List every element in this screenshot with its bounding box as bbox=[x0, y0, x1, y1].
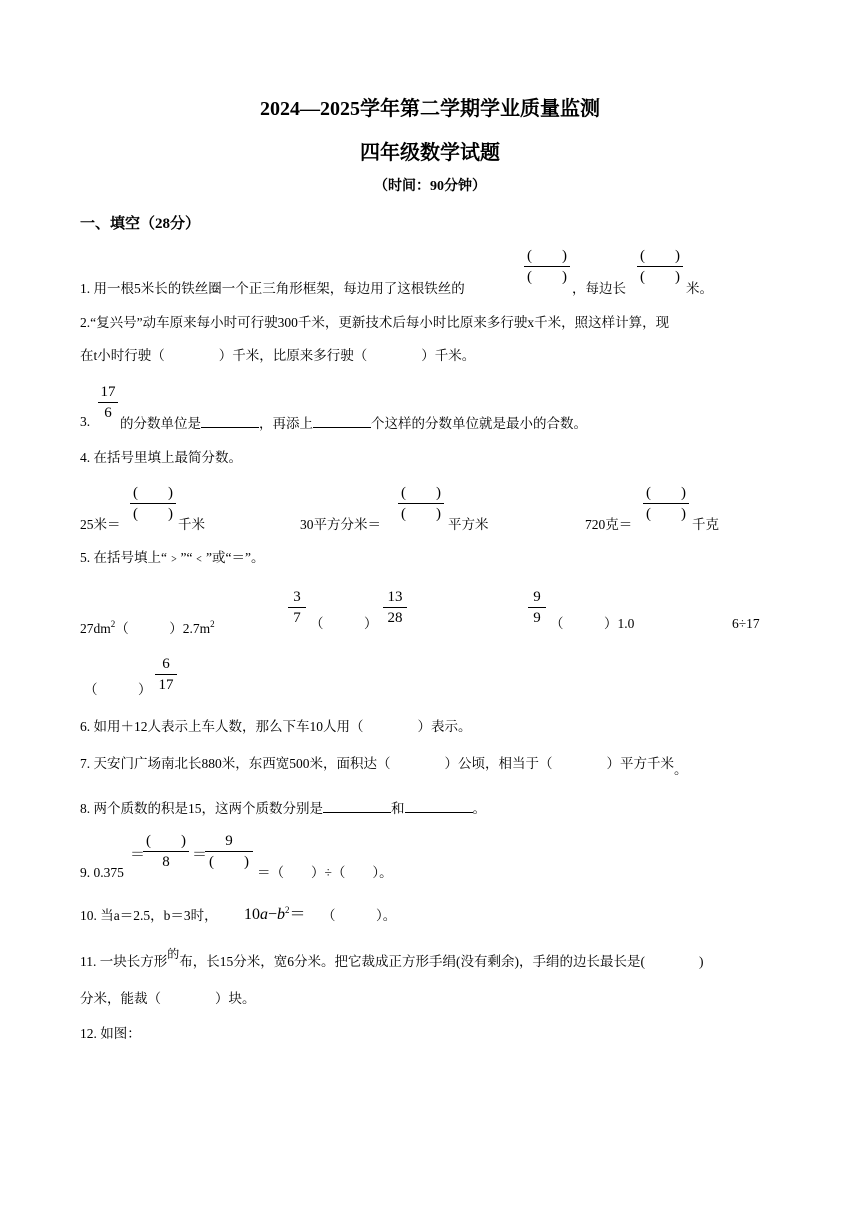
numerator: 13 bbox=[387, 589, 403, 605]
q1-end: 米。 bbox=[686, 281, 713, 296]
section-heading: 一、填空（28分） bbox=[80, 216, 201, 232]
q7-text: 7. 天安门广场南北长880米，东西宽500米，面积达（ ）公顷，相当于（ ）平方千米 bbox=[80, 756, 674, 771]
fraction-blank[interactable] bbox=[398, 484, 444, 523]
fraction-blank[interactable] bbox=[643, 484, 689, 523]
numerator-blank[interactable]: ( ) bbox=[146, 833, 186, 849]
numerator: 9 bbox=[225, 833, 233, 849]
q4-c-unit: 千克 bbox=[692, 517, 719, 532]
question-5: 5. 在括号填上“﹥”“﹤”或“＝”。 bbox=[80, 550, 265, 565]
denominator-blank[interactable]: ( ) bbox=[646, 506, 686, 522]
q1-mid: ，每边长 bbox=[572, 281, 626, 296]
q5-d-left: 6÷17 bbox=[732, 616, 760, 631]
question-2-line1: 2.“复兴号”动车原来每小时可行驶300千米，更新技术后每小时比原来多行驶x千米，照这样计算，现 bbox=[80, 315, 670, 330]
q3-text1: 的分数单位是 bbox=[120, 416, 201, 431]
question-11-line1 bbox=[80, 947, 704, 971]
numerator: 17 bbox=[100, 384, 116, 400]
fraction-blank[interactable] bbox=[524, 247, 570, 286]
question-7 bbox=[80, 755, 688, 777]
answer-blank[interactable] bbox=[201, 413, 259, 428]
q5-a-left: 27dm bbox=[80, 621, 111, 636]
denominator-blank[interactable]: ( ) bbox=[209, 854, 249, 870]
exam-subtitle: 四年级数学试题 bbox=[360, 142, 500, 164]
denominator: 7 bbox=[293, 610, 301, 626]
q9-eq1: ＝ bbox=[130, 847, 146, 863]
fraction-6-17 bbox=[155, 655, 177, 694]
denominator: 6 bbox=[104, 405, 112, 421]
expr-b: b bbox=[277, 906, 286, 923]
q3-prefix: 3. bbox=[80, 414, 91, 429]
numerator-blank[interactable]: ( ) bbox=[527, 248, 567, 264]
numerator: 6 bbox=[162, 656, 170, 672]
exam-title: 2024—2025学年第二学期学业质量监测 bbox=[260, 98, 600, 120]
q8-text1: 8. 两个质数的积是15，这两个质数分别是 bbox=[80, 801, 323, 816]
q10-tail: （ ）。 bbox=[322, 908, 397, 923]
q11-small: 的 bbox=[167, 947, 180, 961]
expr-a: a bbox=[260, 906, 268, 923]
q5-a bbox=[80, 615, 215, 638]
question-1 bbox=[80, 280, 465, 298]
question-3 bbox=[120, 413, 587, 433]
q5-a-sup2: 2 bbox=[210, 619, 215, 629]
question-2-line2: 在t小时行驶（ ）千米，比原来多行驶（ ）千米。 bbox=[80, 348, 476, 363]
numerator-blank[interactable]: ( ) bbox=[401, 485, 441, 501]
numerator: 9 bbox=[533, 589, 541, 605]
fraction-9-over-blank[interactable] bbox=[205, 832, 253, 871]
q9-prefix: 9. 0.375 bbox=[80, 865, 124, 880]
denominator: 28 bbox=[387, 610, 403, 626]
question-10: 10. 当a＝2.5，b＝3时， bbox=[80, 908, 218, 923]
denominator-blank[interactable]: ( ) bbox=[640, 269, 680, 285]
q8-text3: 。 bbox=[472, 801, 486, 816]
numerator-blank[interactable]: ( ) bbox=[640, 248, 680, 264]
q4-a-label: 25米＝ bbox=[80, 517, 121, 532]
q8-text2: 和 bbox=[391, 801, 405, 816]
q9-eq2: ＝ bbox=[192, 847, 208, 863]
expr-eq: ＝ bbox=[289, 906, 306, 923]
q9-tail: ＝（ ）÷（ ）。 bbox=[257, 865, 393, 880]
q5-a-sup: 2 bbox=[110, 619, 116, 629]
q5-c-right[interactable]: （ ）1.0 bbox=[550, 616, 635, 631]
numerator-blank[interactable]: ( ) bbox=[646, 485, 686, 501]
denominator: 17 bbox=[158, 677, 174, 693]
expr-minus: − bbox=[268, 906, 278, 923]
fraction-9-9 bbox=[528, 588, 546, 627]
fraction-13-28 bbox=[383, 588, 407, 627]
question-6: 6. 如用＋12人表示上车人数，那么下车10人用（ ）表示。 bbox=[80, 719, 472, 734]
q3-text2: ，再添上 bbox=[259, 416, 313, 431]
q7-end: 。 bbox=[674, 762, 688, 777]
answer-blank[interactable] bbox=[405, 798, 473, 813]
expr-sup: 2 bbox=[285, 905, 290, 915]
fraction-17-6 bbox=[98, 383, 118, 422]
fraction-blank[interactable] bbox=[130, 484, 176, 523]
q3-text3: 个这样的分数单位就是最小的合数。 bbox=[371, 416, 587, 431]
question-11-line2: 分米，能裁（ ）块。 bbox=[80, 991, 256, 1006]
answer-blank[interactable] bbox=[313, 413, 371, 428]
q4-a-unit: 千米 bbox=[178, 517, 205, 532]
q5-d-paren[interactable]: （ ） bbox=[84, 682, 152, 697]
denominator-blank[interactable]: ( ) bbox=[401, 506, 441, 522]
fraction-3-7 bbox=[288, 588, 306, 627]
q4-c-label: 720克＝ bbox=[585, 517, 633, 532]
question-8 bbox=[80, 798, 486, 818]
q10-expression bbox=[244, 901, 306, 924]
fraction-blank-over-8[interactable] bbox=[143, 832, 189, 871]
question-12: 12. 如图： bbox=[80, 1026, 141, 1041]
numerator-blank[interactable]: ( ) bbox=[133, 485, 173, 501]
denominator-blank[interactable]: ( ) bbox=[527, 269, 567, 285]
expr-10: 10 bbox=[244, 906, 260, 923]
denominator: 9 bbox=[533, 610, 541, 626]
numerator: 3 bbox=[293, 589, 301, 605]
q1-text: 1. 用一根5米长的铁丝圈一个正三角形框架，每边用了这根铁丝的 bbox=[80, 281, 465, 296]
q4-b-label: 30平方分米＝ bbox=[300, 517, 381, 532]
q11-text-a: 11. 一块长方形 bbox=[80, 954, 168, 969]
denominator-blank[interactable]: ( ) bbox=[133, 506, 173, 522]
exam-time: （时间：90分钟） bbox=[374, 179, 486, 194]
q4-b-unit: 平方米 bbox=[448, 517, 489, 532]
question-4: 4. 在括号里填上最简分数。 bbox=[80, 450, 242, 465]
denominator: 8 bbox=[162, 854, 170, 870]
q5-b-paren[interactable]: （ ） bbox=[310, 616, 378, 631]
answer-blank[interactable] bbox=[323, 798, 391, 813]
q5-a-mid: （ ）2.7m bbox=[115, 621, 211, 636]
q11-text-b: 布，长15分米，宽6分米。把它裁成正方形手绢(没有剩余)，手绢的边长最长是( ) bbox=[179, 954, 704, 969]
fraction-blank[interactable] bbox=[637, 247, 683, 286]
